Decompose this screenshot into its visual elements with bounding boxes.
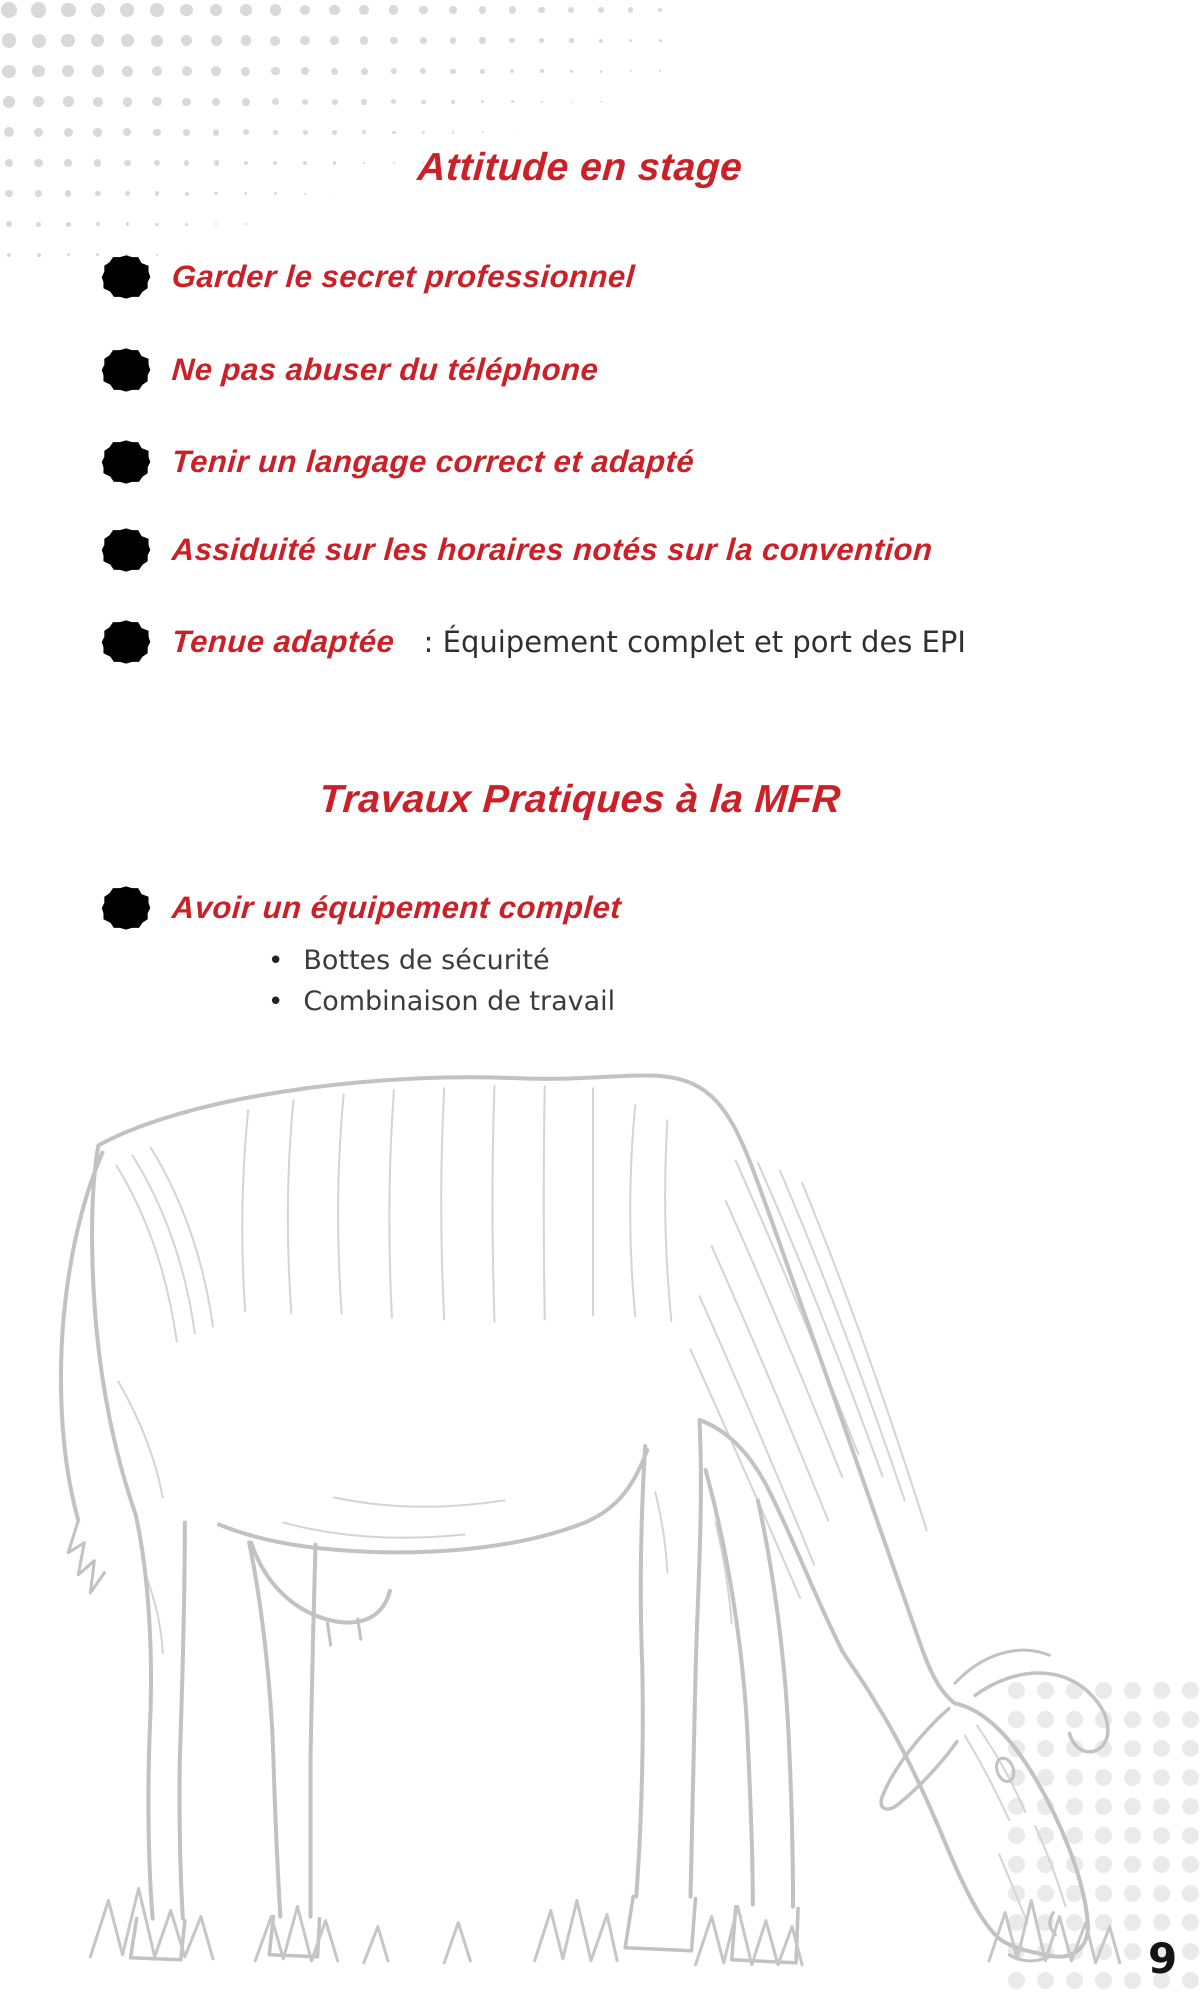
bullet-item (100, 880, 621, 936)
page-title: Attitude en stage (416, 146, 744, 189)
bullet-item (100, 522, 933, 578)
sub-bullet-list (268, 940, 615, 1022)
sub-bullet-text: Bottes de sécurité (303, 945, 550, 976)
cow-outline (61, 1075, 1108, 1962)
far-horn (955, 1650, 1049, 1683)
paint-splat-icon (100, 251, 152, 303)
grazing-cow-illustration (30, 1050, 1160, 2000)
paint-splat-icon (100, 882, 152, 934)
bullet-dot: • (268, 986, 284, 1017)
paint-splat-icon (100, 524, 152, 576)
grass-tufts (90, 1888, 1119, 1964)
bullet-text: Tenir un langage correct et adapté (170, 444, 696, 479)
bullet-text-black: : Équipement complet et port des EPI (414, 625, 966, 659)
bullet-text: Garder le secret professionnel (170, 259, 637, 294)
sub-bullet-text: Combinaison de travail (303, 986, 616, 1017)
list-item (268, 940, 615, 981)
bullet-text: Tenue adaptée (170, 624, 396, 659)
bullet-text: Ne pas abuser du téléphone (170, 352, 600, 387)
bullet-item (100, 434, 694, 490)
ear (881, 1708, 957, 1809)
bullet-dot: • (268, 945, 284, 976)
bullet-item (100, 342, 598, 398)
engraving-hatching (116, 1086, 1065, 1922)
bullet-item (100, 249, 635, 305)
section-title: Travaux Pratiques à la MFR (317, 778, 843, 821)
paint-splat-icon (100, 436, 152, 488)
paint-splat-icon (100, 616, 152, 668)
bullet-text: Assiduité sur les horaires notés sur la convention (170, 532, 934, 567)
list-item (268, 981, 615, 1022)
horn (975, 1673, 1108, 1752)
paint-splat-icon (100, 344, 152, 396)
page-number: 9 (1148, 1934, 1178, 1983)
bullet-text: Avoir un équipement complet (170, 890, 623, 925)
bullet-item (100, 614, 966, 670)
